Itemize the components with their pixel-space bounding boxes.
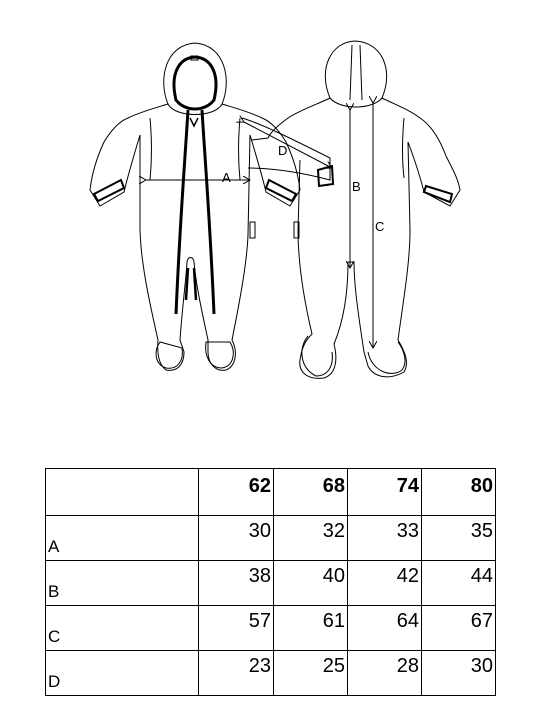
table-cell: 61 bbox=[274, 606, 348, 651]
table-cell: 33 bbox=[348, 516, 422, 561]
front-hood-opening bbox=[174, 57, 216, 109]
table-cell: 30 bbox=[199, 516, 274, 561]
table-header-row bbox=[46, 469, 496, 516]
front-view-jumpsuit bbox=[90, 43, 300, 370]
table-cell: 25 bbox=[274, 651, 348, 696]
table-row bbox=[46, 606, 496, 651]
front-zipper-right bbox=[202, 110, 214, 314]
table-row bbox=[46, 561, 496, 606]
back-view-jumpsuit bbox=[242, 41, 460, 378]
table-cell: 57 bbox=[199, 606, 274, 651]
size-header: 74 bbox=[348, 469, 422, 516]
size-table bbox=[45, 468, 496, 696]
row-label: D bbox=[46, 651, 199, 696]
label-c: C bbox=[375, 219, 385, 234]
table-cell: 28 bbox=[348, 651, 422, 696]
table-cell: 42 bbox=[348, 561, 422, 606]
table-row bbox=[46, 516, 496, 561]
label-b: B bbox=[352, 179, 361, 194]
table-cell: 30 bbox=[422, 651, 496, 696]
table-cell: 44 bbox=[422, 561, 496, 606]
table-cell: 67 bbox=[422, 606, 496, 651]
table-cell: 23 bbox=[199, 651, 274, 696]
back-body-outline bbox=[252, 98, 460, 378]
table-cell: 35 bbox=[422, 516, 496, 561]
size-header: 80 bbox=[422, 469, 496, 516]
table-cell: 32 bbox=[274, 516, 348, 561]
row-label: C bbox=[46, 606, 199, 651]
row-label: A bbox=[46, 516, 199, 561]
size-header: 62 bbox=[199, 469, 274, 516]
table-row bbox=[46, 651, 496, 696]
row-label: B bbox=[46, 561, 199, 606]
label-a: A bbox=[222, 170, 231, 185]
table-corner-cell bbox=[46, 469, 199, 516]
table-cell: 64 bbox=[348, 606, 422, 651]
front-body-outline bbox=[90, 104, 300, 370]
size-header: 68 bbox=[274, 469, 348, 516]
table-cell: 38 bbox=[199, 561, 274, 606]
back-hood bbox=[325, 41, 386, 107]
table-cell: 40 bbox=[274, 561, 348, 606]
label-d: D bbox=[278, 143, 288, 158]
